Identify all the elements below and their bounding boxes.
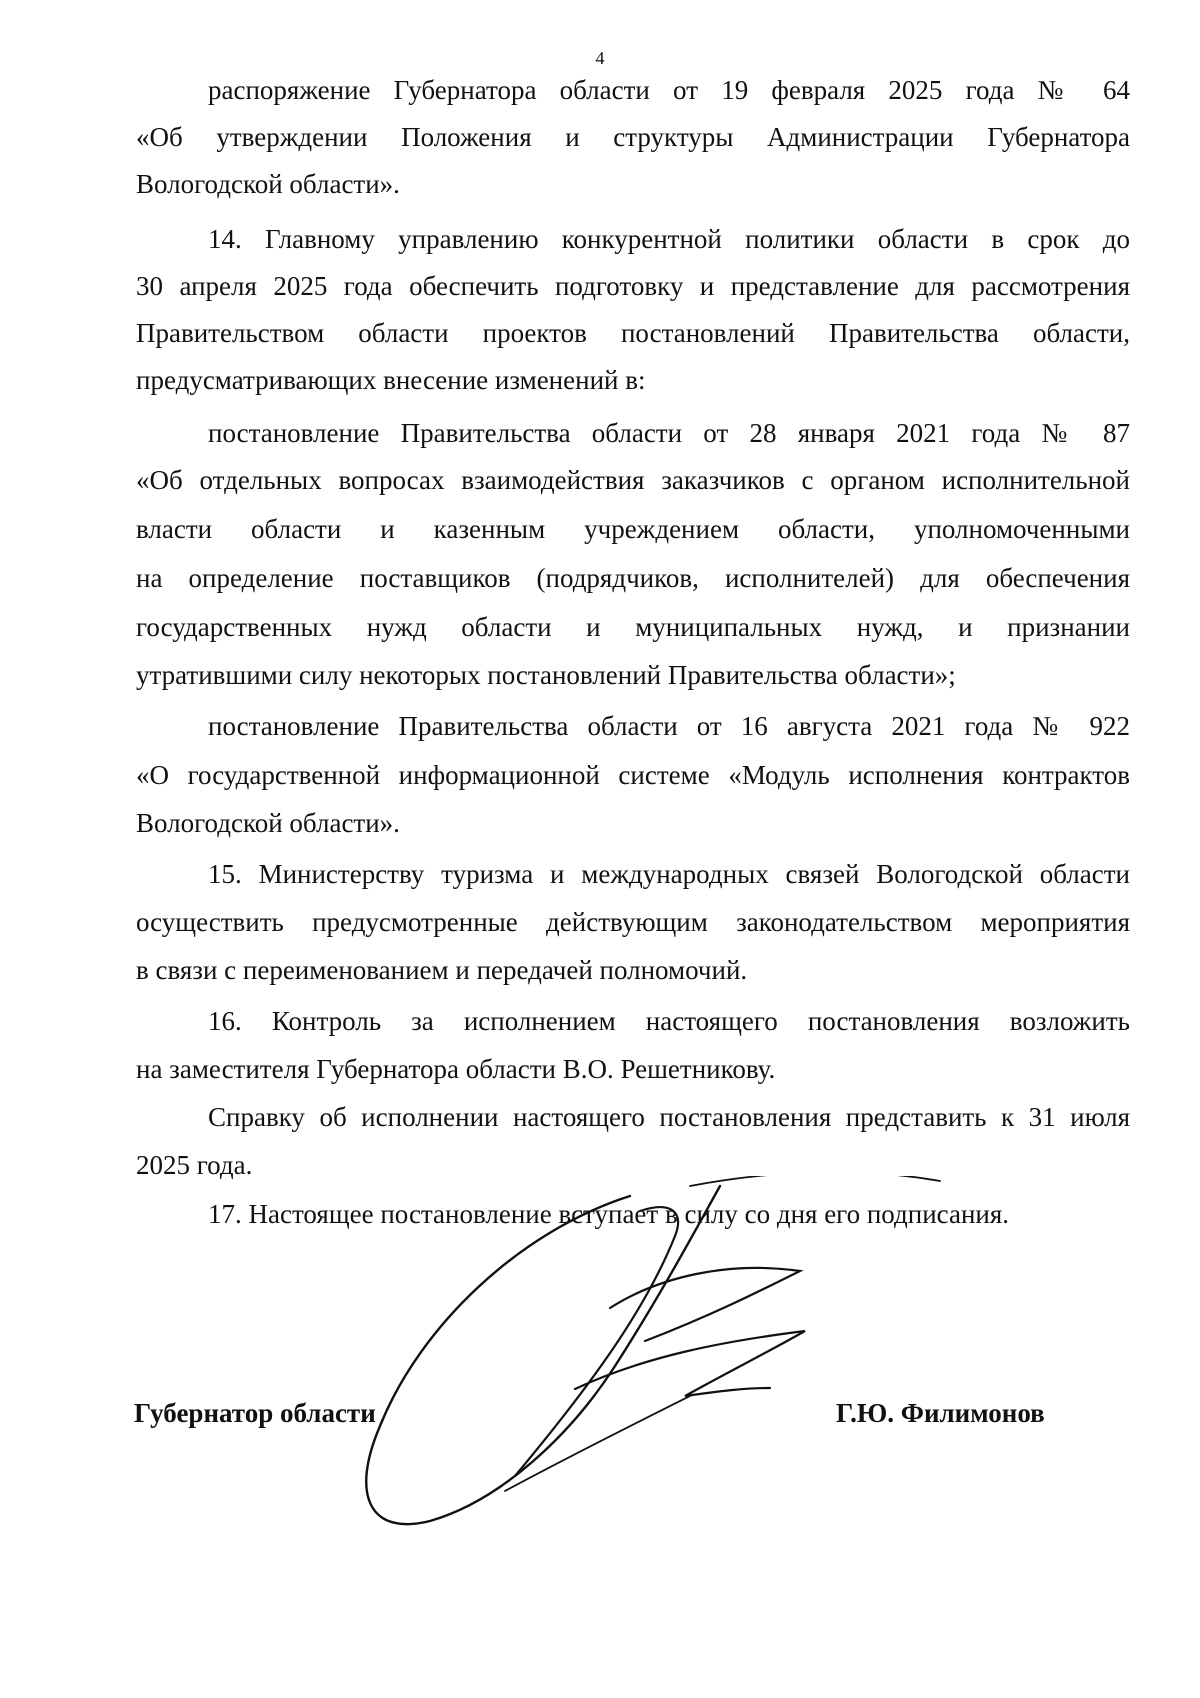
body-line: 30 апреля 2025 года обеспечить подготовку и представление для рассмотрения [136,271,1130,301]
body-line: «Об отдельных вопросах взаимодействия заказчиков с органом исполнительной [136,465,1130,495]
body-line: Вологодской области». [136,169,400,199]
body-line: 16. Контроль за исполнением настоящего постановления возложить [208,1006,1130,1036]
body-line: осуществить предусмотренные действующим законодательством мероприятия [136,907,1130,937]
body-line: «О государственной информационной системе «Модуль исполнения контрактов [136,760,1130,790]
body-line: на заместителя Губернатора области В.О. Решетникову. [136,1054,776,1084]
body-line: предусматривающих внесение изменений в: [136,365,646,395]
body-line: в связи с переименованием и передачей полномочий. [136,955,748,985]
body-line: утратившими силу некоторых постановлений Правительства области»; [136,660,956,690]
body-line: постановление Правительства области от 16 августа 2021 года № 922 [208,711,1130,741]
body-line: распоряжение Губернатора области от 19 февраля 2025 года № 64 [208,75,1130,105]
body-line: постановление Правительства области от 28 января 2021 года № 87 [208,418,1130,448]
body-line: на определение поставщиков (подрядчиков, исполнителей) для обеспечения [136,563,1130,593]
body-line: 2025 года. [136,1150,253,1180]
body-line: 15. Министерству туризма и международных связей Вологодской области [208,859,1130,889]
body-line: государственных нужд области и муниципальных нужд, и признании [136,612,1130,642]
body-line: Справку об исполнении настоящего постановления представить к 31 июля [208,1102,1130,1132]
page-number: 4 [595,48,605,68]
signatory-title: Губернатор области [134,1398,376,1428]
body-line: Правительством области проектов постановлений Правительства области, [136,318,1130,348]
body-line: «Об утверждении Положения и структуры Администрации Губернатора [136,122,1130,152]
body-line: 14. Главному управлению конкурентной политики области в срок до [208,224,1130,254]
body-line: 17. Настоящее постановление вступает в силу со дня его подписания. [208,1199,1010,1229]
body-line: Вологодской области». [136,808,400,838]
body-line: власти области и казенным учреждением области, уполномоченными [136,514,1130,544]
signatory-name: Г.Ю. Филимонов [836,1398,1045,1428]
handwritten-signature [340,1176,980,1536]
